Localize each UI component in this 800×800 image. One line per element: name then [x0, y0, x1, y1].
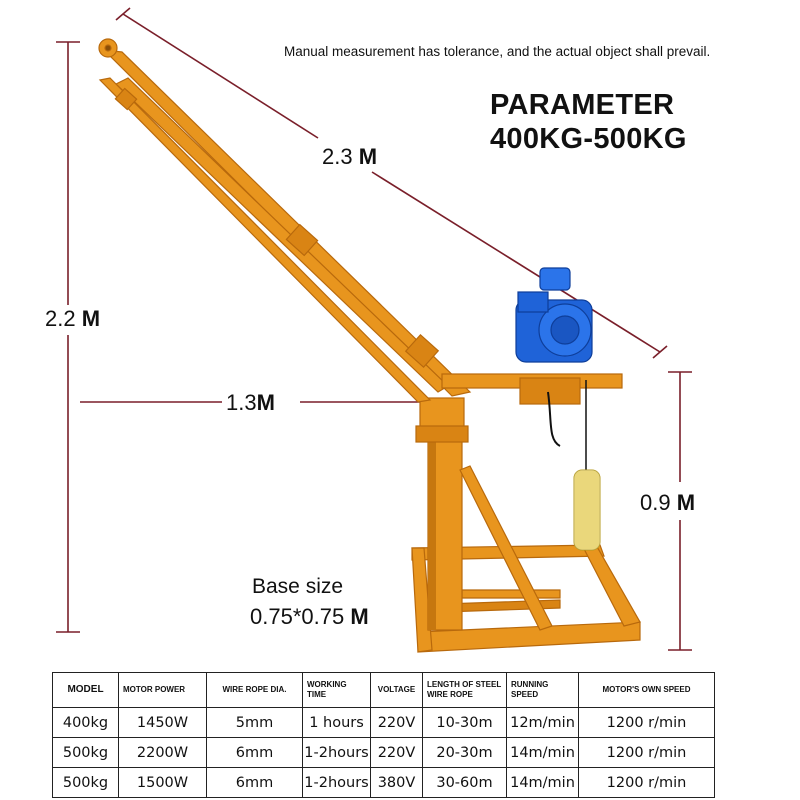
arm-reach-unit: M: [256, 390, 275, 415]
cell-wire-rope-length: 20-30m: [423, 738, 507, 768]
cell-wire-rope-dia: 6mm: [207, 738, 303, 768]
base-size-unit: M: [350, 604, 369, 629]
parameter-heading: [490, 88, 687, 156]
cell-working-time: 1-2hours: [303, 768, 371, 798]
cell-motor-speed: 1200 r/min: [579, 708, 715, 738]
cell-motor-power: 1500W: [119, 768, 207, 798]
cell-motor-speed: 1200 r/min: [579, 768, 715, 798]
total-height-unit: M: [81, 306, 101, 331]
cell-voltage: 220V: [371, 738, 423, 768]
boom-support-tube: [100, 78, 430, 402]
base-size-value: 0.75*0.75: [250, 604, 345, 629]
header-working-time: WORKING TIME: [303, 673, 371, 708]
header-wire-rope-dia: WIRE ROPE DIA.: [207, 673, 303, 708]
spec-table-header-row: [53, 673, 715, 708]
base-height-label: [640, 490, 695, 516]
header-motor-power: MOTOR POWER: [119, 673, 207, 708]
cell-voltage: 380V: [371, 768, 423, 798]
header-wire-rope-length: LENGTH OF STEEL WIRE ROPE: [423, 673, 507, 708]
header-voltage: VOLTAGE: [371, 673, 423, 708]
spec-table: [52, 672, 715, 798]
parameter-capacity: 400KG-500KG: [490, 123, 687, 155]
motor: [516, 268, 592, 446]
cell-running-speed: 12m/min: [507, 708, 579, 738]
base-right-rail: [582, 545, 640, 626]
motor-control-box: [540, 268, 570, 290]
cell-wire-rope-dia: 5mm: [207, 708, 303, 738]
cell-working-time: 1-2hours: [303, 738, 371, 768]
base-size-label: Base size: [252, 575, 344, 598]
base-size: [250, 604, 369, 630]
header-running-speed: RUNNING SPEED: [507, 673, 579, 708]
turntable: [420, 398, 464, 428]
arm-reach-label: [226, 390, 275, 416]
cell-model: 500kg: [53, 768, 119, 798]
boom-length-unit: M: [358, 144, 378, 169]
motor-mount: [520, 378, 580, 404]
cell-wire-rope-dia: 6mm: [207, 768, 303, 798]
hanging-controller: [574, 380, 600, 550]
arm-reach-value: 1.3: [226, 390, 257, 415]
tolerance-note: Manual measurement has tolerance, and the actual object shall prevail.: [284, 44, 711, 59]
header-model: MODEL: [53, 673, 119, 708]
base-height-value: 0.9: [640, 490, 671, 515]
boom-length-value: 2.3: [322, 144, 353, 169]
parameter-title: PARAMETER: [490, 89, 675, 121]
table-row: [53, 708, 715, 738]
cell-wire-rope-length: 10-30m: [423, 708, 507, 738]
table-row: [53, 768, 715, 798]
cell-running-speed: 14m/min: [507, 738, 579, 768]
cell-motor-power: 2200W: [119, 738, 207, 768]
table-row: [53, 738, 715, 768]
total-height-label: [45, 306, 100, 332]
cell-motor-power: 1450W: [119, 708, 207, 738]
base-height-unit: M: [676, 490, 696, 515]
cell-running-speed: 14m/min: [507, 768, 579, 798]
boom-tube-lower: [116, 78, 448, 392]
cell-working-time: 1 hours: [303, 708, 371, 738]
cell-motor-speed: 1200 r/min: [579, 738, 715, 768]
total-height-value: 2.2: [45, 306, 76, 331]
cell-voltage: 220V: [371, 708, 423, 738]
boom-length-label: [322, 144, 377, 170]
cell-model: 500kg: [53, 738, 119, 768]
cell-wire-rope-length: 30-60m: [423, 768, 507, 798]
header-motor-speed: MOTOR'S OWN SPEED: [579, 673, 715, 708]
cell-model: 400kg: [53, 708, 119, 738]
